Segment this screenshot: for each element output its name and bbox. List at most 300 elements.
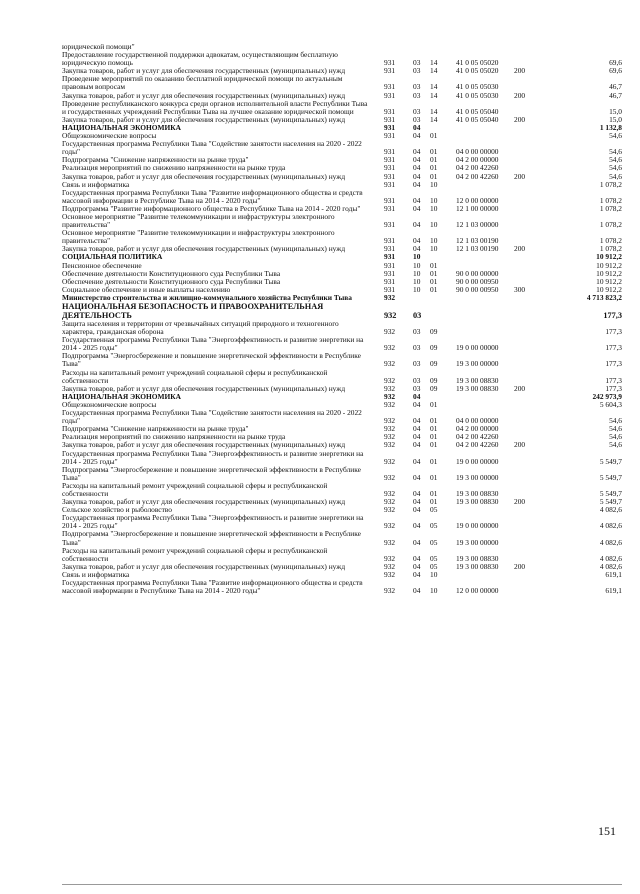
section-code: 04 (413, 472, 421, 482)
amount: 15,0 (609, 114, 622, 124)
amount: 5 604,3 (599, 399, 622, 409)
subsection-code: 01 (430, 416, 438, 426)
subsection-code: 05 (430, 537, 438, 547)
admin-code: 932 (384, 343, 396, 353)
target-article-code: 19 3 00 08830 (456, 488, 499, 498)
amount: 46,7 (609, 90, 622, 100)
amount: 1 132,8 (599, 122, 622, 132)
target-article-code: 12 1 03 00190 (456, 236, 499, 246)
table-row (62, 514, 622, 530)
target-article-code: 90 0 00 00950 (456, 284, 499, 294)
expense-type-code: 200 (514, 497, 526, 507)
amount: 619,1 (605, 569, 622, 579)
section-code: 04 (413, 163, 421, 173)
amount: 1 078,2 (599, 220, 622, 230)
table-row (62, 547, 622, 563)
table-row (62, 530, 622, 546)
section-code: 04 (413, 505, 421, 515)
subsection-code: 01 (430, 399, 438, 409)
section-code: 03 (413, 311, 422, 320)
section-code: 04 (413, 220, 421, 230)
section-code: 03 (413, 327, 421, 337)
target-article-code: 41 0 05 05030 (456, 82, 499, 92)
section-code: 04 (413, 203, 421, 213)
target-article-code: 12 0 00 00000 (456, 195, 499, 205)
amount: 177,3 (605, 359, 622, 369)
budget-table (62, 43, 622, 595)
row-name: Закупка товаров, работ и услуг для обеспечения государственных (муниципальных) нужд (62, 561, 346, 571)
row-name: Закупка товаров, работ и услуг для обеспечения государственных (муниципальных) нужд (62, 244, 346, 254)
subsection-code: 14 (430, 114, 438, 124)
admin-code: 932 (384, 399, 396, 409)
subsection-code: 10 (430, 586, 438, 596)
subsection-code: 10 (430, 195, 438, 205)
subsection-code: 01 (430, 147, 438, 157)
target-article-code: 19 3 00 08830 (456, 375, 499, 385)
section-code: 04 (413, 424, 421, 434)
section-code: 04 (413, 195, 421, 205)
amount: 10 912,2 (596, 268, 622, 278)
target-article-code: 19 3 00 00000 (456, 472, 499, 482)
row-name: Основное мероприятие "Развитие телекоммуникации и инфраструктуры электронного правительства" (62, 228, 335, 246)
admin-code: 931 (384, 203, 396, 213)
subsection-code: 01 (430, 268, 438, 278)
row-name: Обеспечение деятельности Конституционного суда Республики Тыва (62, 268, 281, 278)
table-row (62, 173, 622, 181)
admin-code: 931 (384, 171, 396, 181)
row-name: Социальное обеспечение и иные выплаты населению (62, 284, 231, 294)
amount: 4 082,6 (599, 521, 622, 531)
amount: 54,6 (609, 432, 622, 442)
row-name: Предоставление государственной поддержки адвокатам, осуществляющим бесплатную юридическую помощь (62, 50, 338, 68)
subsection-code: 09 (430, 375, 438, 385)
expense-type-code: 300 (514, 284, 526, 294)
subsection-code: 14 (430, 90, 438, 100)
expense-type-code: 200 (514, 440, 526, 450)
target-article-code: 41 0 05 05020 (456, 58, 499, 68)
subsection-code: 10 (430, 244, 438, 254)
amount: 15,0 (609, 106, 622, 116)
section-code: 03 (413, 359, 421, 369)
row-name: СОЦИАЛЬНАЯ ПОЛИТИКА (62, 252, 163, 262)
row-name: Закупка товаров, работ и услуг для обеспечения государственных (муниципальных) нужд (62, 171, 346, 181)
target-article-code: 90 0 00 00000 (456, 268, 499, 278)
amount: 54,6 (609, 147, 622, 157)
subsection-code: 01 (430, 260, 438, 270)
row-name: Закупка товаров, работ и услуг для обеспечения государственных (муниципальных) нужд (62, 440, 346, 450)
admin-code: 932 (384, 391, 396, 401)
amount: 10 912,2 (596, 252, 622, 262)
row-name: Реализация мероприятий по снижению напряженности на рынке труда (62, 163, 286, 173)
amount: 10 912,2 (596, 260, 622, 270)
amount: 4 082,6 (599, 537, 622, 547)
amount: 177,3 (605, 383, 622, 393)
table-row (62, 563, 622, 571)
admin-code: 932 (384, 327, 396, 337)
subsection-code: 10 (430, 569, 438, 579)
row-name: Подпрограмма "Снижение напряженности на рынке труда" (62, 155, 249, 165)
target-article-code: 19 3 00 08830 (456, 553, 499, 563)
row-name: Защита населения и территории от чрезвычайных ситуаций природного и техногенного характера, гражданская оборона (62, 319, 339, 337)
row-name: Закупка товаров, работ и услуг для обеспечения государственных (муниципальных) нужд (62, 497, 346, 507)
subsection-code: 14 (430, 58, 438, 68)
row-name: Государственная программа Республики Тыва "Энергоэффективность и развитие энергетики на 2014 - 2025 годы" (62, 335, 364, 353)
row-name: Связь и информатика (62, 569, 130, 579)
row-name: Государственная программа Республики Тыва "Развитие информационного общества и средств массовой информации в Республике Тыва на 2014 - 2020 годы" (62, 578, 363, 596)
section-code: 04 (413, 131, 421, 141)
expense-type-code: 200 (514, 561, 526, 571)
admin-code: 932 (384, 472, 396, 482)
target-article-code: 19 3 00 00000 (456, 359, 499, 369)
target-article-code: 41 0 05 05020 (456, 66, 499, 76)
row-name: НАЦИОНАЛЬНАЯ БЕЗОПАСНОСТЬ И ПРАВООХРАНИТЕЛЬНАЯ ДЕЯТЕЛЬНОСТЬ (62, 302, 324, 320)
section-code: 04 (413, 236, 421, 246)
amount: 54,6 (609, 416, 622, 426)
table-row (62, 302, 622, 320)
admin-code: 932 (384, 359, 396, 369)
expense-type-code: 200 (514, 171, 526, 181)
row-name: Государственная программа Республики Тыва "Содействие занятости населения на 2020 - 2022 годы" (62, 408, 362, 426)
amount: 54,6 (609, 155, 622, 165)
row-name: Основное мероприятие "Развитие телекоммуникации и инфраструктуры электронного правительства" (62, 211, 335, 230)
admin-code: 931 (384, 66, 396, 76)
table-row (62, 294, 622, 302)
subsection-code: 10 (430, 179, 438, 189)
amount: 1 078,2 (599, 244, 622, 254)
amount: 10 912,2 (596, 284, 622, 294)
amount: 69,6 (609, 66, 622, 76)
admin-code: 931 (384, 195, 396, 205)
subsection-code: 01 (430, 284, 438, 294)
amount: 177,3 (605, 327, 622, 337)
section-code: 04 (413, 122, 421, 132)
row-name: Расходы на капитальный ремонт учреждений социальной сферы и республиканской собственности (62, 545, 328, 563)
target-article-code: 04 2 00 42260 (456, 432, 499, 442)
subsection-code: 09 (430, 359, 438, 369)
subsection-code: 01 (430, 456, 438, 466)
section-code: 10 (413, 284, 421, 294)
amount: 177,3 (603, 311, 622, 320)
admin-code: 932 (384, 311, 397, 320)
amount: 1 078,2 (599, 179, 622, 189)
section-code: 03 (413, 90, 421, 100)
expense-type-code: 200 (514, 383, 526, 393)
row-name: юридической помощи" (62, 42, 135, 51)
subsection-code: 09 (430, 343, 438, 353)
admin-code: 932 (384, 537, 396, 547)
admin-code: 932 (384, 440, 396, 450)
admin-code: 931 (384, 276, 396, 286)
admin-code: 932 (384, 292, 396, 302)
amount: 1 078,2 (599, 195, 622, 205)
admin-code: 931 (384, 260, 396, 270)
subsection-code: 01 (430, 171, 438, 181)
section-code: 03 (413, 114, 421, 124)
target-article-code: 19 3 00 08830 (456, 561, 499, 571)
table-row (62, 213, 622, 229)
amount: 4 082,6 (599, 561, 622, 571)
table-row (62, 336, 622, 352)
section-code: 04 (413, 537, 421, 547)
subsection-code: 05 (430, 505, 438, 515)
table-row (62, 450, 622, 466)
admin-code: 932 (384, 424, 396, 434)
target-article-code: 19 3 00 08830 (456, 497, 499, 507)
subsection-code: 10 (430, 236, 438, 246)
amount: 4 713 823,2 (586, 292, 622, 302)
row-name: Закупка товаров, работ и услуг для обеспечения государственных (муниципальных) нужд (62, 114, 346, 124)
section-code: 04 (413, 399, 421, 409)
target-article-code: 04 0 00 00000 (456, 147, 499, 157)
section-code: 03 (413, 375, 421, 385)
section-code: 03 (413, 383, 421, 393)
table-row (62, 352, 622, 368)
row-name: Общеэкономические вопросы (62, 399, 157, 409)
footer-rule (62, 884, 622, 885)
section-code: 03 (413, 106, 421, 116)
target-article-code: 41 0 05 05030 (456, 90, 499, 100)
target-article-code: 41 0 05 05040 (456, 114, 499, 124)
section-code: 04 (413, 553, 421, 563)
table-row (62, 253, 622, 261)
section-code: 04 (413, 416, 421, 426)
expense-type-code: 200 (514, 244, 526, 254)
amount: 54,6 (609, 440, 622, 450)
subsection-code: 14 (430, 82, 438, 92)
row-name: Государственная программа Республики Тыва "Содействие занятости населения на 2020 - 2022 годы" (62, 139, 362, 157)
target-article-code: 04 2 00 00000 (456, 424, 499, 434)
admin-code: 932 (384, 383, 396, 393)
amount: 5 549,7 (599, 497, 622, 507)
admin-code: 931 (384, 82, 396, 92)
section-code: 03 (413, 66, 421, 76)
row-name: Расходы на капитальный ремонт учреждений социальной сферы и республиканской собственности (62, 480, 328, 498)
row-name: Проведение республиканского конкурса среди органов исполнительной власти Республики Тыва и государственных учреждений Республики Тыва на лучшее оказание юридической помощи (62, 98, 368, 116)
section-code: 03 (413, 58, 421, 68)
admin-code: 932 (384, 561, 396, 571)
table-row (62, 482, 622, 498)
admin-code: 932 (384, 497, 396, 507)
row-name: Подпрограмма "Развитие информационного общества в Республике Тыва на 2014 - 2020 годы" (62, 203, 361, 213)
row-name: НАЦИОНАЛЬНАЯ ЭКОНОМИКА (62, 391, 181, 401)
subsection-code: 10 (430, 203, 438, 213)
section-code: 04 (413, 440, 421, 450)
table-row (62, 369, 622, 385)
admin-code: 932 (384, 586, 396, 596)
admin-code: 931 (384, 179, 396, 189)
admin-code: 931 (384, 58, 396, 68)
target-article-code: 04 2 00 42260 (456, 440, 499, 450)
subsection-code: 05 (430, 561, 438, 571)
expense-type-code: 200 (514, 90, 526, 100)
row-name: Обеспечение деятельности Конституционного суда Республики Тыва (62, 276, 281, 286)
expense-type-code: 200 (514, 114, 526, 124)
amount: 54,6 (609, 424, 622, 434)
admin-code: 931 (384, 122, 396, 132)
admin-code: 931 (384, 90, 396, 100)
admin-code: 932 (384, 569, 396, 579)
row-name: Подпрограмма "Энергосбережение и повышение энергетической эффективности в Республике Тыва" (62, 529, 361, 547)
table-row (62, 189, 622, 205)
section-code: 03 (413, 343, 421, 353)
subsection-code: 01 (430, 276, 438, 286)
admin-code: 931 (384, 163, 396, 173)
row-name: Закупка товаров, работ и услуг для обеспечения государственных (муниципальных) нужд (62, 383, 346, 393)
amount: 242 973,9 (592, 391, 622, 401)
subsection-code: 14 (430, 66, 438, 76)
target-article-code: 12 0 00 00000 (456, 586, 499, 596)
amount: 1 078,2 (599, 203, 622, 213)
subsection-code: 05 (430, 521, 438, 531)
page-number: 151 (598, 824, 616, 838)
admin-code: 931 (384, 252, 396, 262)
row-name: Связь и информатика (62, 179, 130, 189)
row-name: Министерство строительства и жилищно-коммунального хозяйства Республики Тыва (62, 292, 352, 302)
row-name: Общеэкономические вопросы (62, 131, 157, 141)
expense-type-code: 200 (514, 66, 526, 76)
subsection-code: 14 (430, 106, 438, 116)
admin-code: 932 (384, 375, 396, 385)
section-code: 04 (413, 171, 421, 181)
subsection-code: 01 (430, 424, 438, 434)
section-code: 04 (413, 561, 421, 571)
table-row (62, 466, 622, 482)
amount: 54,6 (609, 131, 622, 141)
row-name: Проведение мероприятий по оказанию бесплатной юридической помощи по актуальным правовым вопросам (62, 74, 343, 92)
section-code: 04 (413, 147, 421, 157)
admin-code: 931 (384, 155, 396, 165)
target-article-code: 41 0 05 05040 (456, 106, 499, 116)
row-name: Закупка товаров, работ и услуг для обеспечения государственных (муниципальных) нужд (62, 90, 346, 100)
amount: 1 078,2 (599, 236, 622, 246)
amount: 619,1 (605, 586, 622, 596)
subsection-code: 01 (430, 131, 438, 141)
admin-code: 931 (384, 220, 396, 230)
row-name: Расходы на капитальный ремонт учреждений социальной сферы и республиканской собственности (62, 367, 328, 385)
section-code: 04 (413, 586, 421, 596)
target-article-code: 19 0 00 00000 (456, 343, 499, 353)
admin-code: 931 (384, 284, 396, 294)
amount: 69,6 (609, 58, 622, 68)
section-code: 04 (413, 569, 421, 579)
section-code: 04 (413, 391, 421, 401)
table-row (62, 75, 622, 91)
admin-code: 932 (384, 416, 396, 426)
amount: 4 082,6 (599, 553, 622, 563)
admin-code: 932 (384, 553, 396, 563)
subsection-code: 01 (430, 440, 438, 450)
subsection-code: 01 (430, 163, 438, 173)
subsection-code: 09 (430, 327, 438, 337)
amount: 5 549,7 (599, 456, 622, 466)
amount: 5 549,7 (599, 472, 622, 482)
table-row (62, 100, 622, 116)
admin-code: 931 (384, 131, 396, 141)
admin-code: 931 (384, 236, 396, 246)
target-article-code: 04 0 00 00000 (456, 416, 499, 426)
amount: 54,6 (609, 163, 622, 173)
target-article-code: 04 2 00 00000 (456, 155, 499, 165)
section-code: 10 (413, 252, 421, 262)
subsection-code: 01 (430, 472, 438, 482)
section-code: 04 (413, 456, 421, 466)
row-name: Государственная программа Республики Тыва "Энергоэффективность и развитие энергетики на 2014 - 2025 годы" (62, 513, 364, 531)
row-name: Сельское хозяйство и рыболовство (62, 505, 172, 515)
subsection-code: 01 (430, 497, 438, 507)
target-article-code: 19 3 00 00000 (456, 537, 499, 547)
amount: 177,3 (605, 343, 622, 353)
row-name: Реализация мероприятий по снижению напряженности на рынке труда (62, 432, 286, 442)
row-name: НАЦИОНАЛЬНАЯ ЭКОНОМИКА (62, 122, 181, 132)
section-code: 10 (413, 268, 421, 278)
table-row (62, 320, 622, 336)
admin-code: 931 (384, 244, 396, 254)
target-article-code: 12 1 03 00190 (456, 244, 499, 254)
row-name: Государственная программа Республики Тыва "Энергоэффективность и развитие энергетики на 2014 - 2025 годы" (62, 448, 364, 466)
target-article-code: 90 0 00 00950 (456, 276, 499, 286)
admin-code: 931 (384, 114, 396, 124)
amount: 5 549,7 (599, 488, 622, 498)
admin-code: 932 (384, 488, 396, 498)
target-article-code: 04 2 00 42260 (456, 163, 499, 173)
subsection-code: 01 (430, 155, 438, 165)
section-code: 04 (413, 179, 421, 189)
row-name: Пенсионное обеспечение (62, 260, 142, 270)
section-code: 04 (413, 244, 421, 254)
amount: 54,6 (609, 171, 622, 181)
section-code: 10 (413, 260, 421, 270)
subsection-code: 09 (430, 383, 438, 393)
row-name: Закупка товаров, работ и услуг для обеспечения государственных (муниципальных) нужд (62, 66, 346, 76)
row-name: Подпрограмма "Энергосбережение и повышение энергетической эффективности в Республике Тыва" (62, 464, 361, 482)
subsection-code: 01 (430, 432, 438, 442)
section-code: 03 (413, 82, 421, 92)
admin-code: 931 (384, 147, 396, 157)
admin-code: 932 (384, 432, 396, 442)
target-article-code: 19 0 00 00000 (456, 456, 499, 466)
subsection-code: 05 (430, 553, 438, 563)
table-row (62, 229, 622, 245)
subsection-code: 01 (430, 488, 438, 498)
section-code: 04 (413, 155, 421, 165)
section-code: 04 (413, 432, 421, 442)
amount: 10 912,2 (596, 276, 622, 286)
row-name: Государственная программа Республики Тыва "Развитие информационного общества и средств массовой информации в Республике Тыва на 2014 - 2020 годы" (62, 187, 363, 205)
target-article-code: 19 3 00 08830 (456, 383, 499, 393)
admin-code: 931 (384, 106, 396, 116)
target-article-code: 12 1 03 00000 (456, 220, 499, 230)
table-row (62, 140, 622, 156)
row-name: Подпрограмма "Снижение напряженности на рынке труда" (62, 424, 249, 434)
subsection-code: 10 (430, 220, 438, 230)
admin-code: 932 (384, 521, 396, 531)
section-code: 04 (413, 497, 421, 507)
section-code: 04 (413, 521, 421, 531)
admin-code: 932 (384, 505, 396, 515)
table-row (62, 51, 622, 67)
admin-code: 932 (384, 456, 396, 466)
row-name: Подпрограмма "Энергосбережение и повышение энергетической эффективности в Республике Тыва" (62, 351, 361, 369)
amount: 4 082,6 (599, 505, 622, 515)
table-row (62, 579, 622, 595)
target-article-code: 19 0 00 00000 (456, 521, 499, 531)
amount: 177,3 (605, 375, 622, 385)
amount: 46,7 (609, 82, 622, 92)
admin-code: 931 (384, 268, 396, 278)
target-article-code: 04 2 00 42260 (456, 171, 499, 181)
table-row (62, 409, 622, 425)
section-code: 10 (413, 276, 421, 286)
